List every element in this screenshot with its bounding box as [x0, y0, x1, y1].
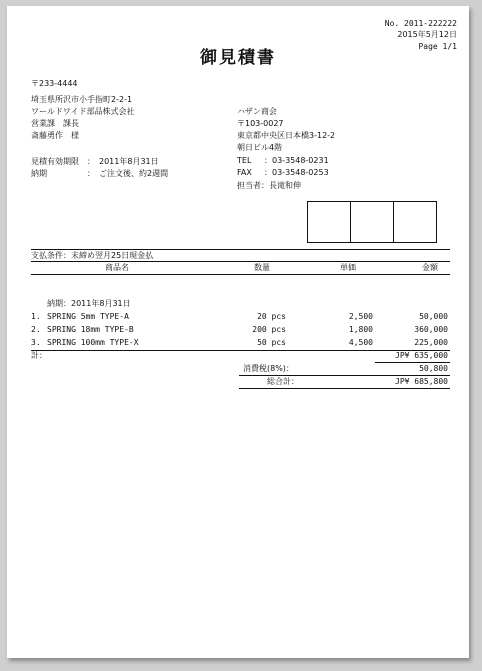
sender-tel-label: TEL: [237, 156, 252, 165]
stamp-box-2: [350, 201, 394, 243]
recipient-company: ワールドワイド部品株式会社: [31, 107, 135, 116]
sender-contact: 担当者：長滝和伸: [237, 181, 301, 190]
delivery-value: ： ご注文後、約2週間: [87, 169, 169, 178]
sender-postal: 〒103-0027: [237, 119, 284, 128]
divider: [375, 362, 450, 363]
table-row: [7, 312, 469, 324]
page-number: Page 1/1: [418, 42, 457, 51]
divider: [31, 350, 450, 351]
row-number: 1.: [31, 312, 41, 321]
divider: [239, 388, 450, 389]
grand-total-value: JP¥ 685,800: [395, 377, 448, 386]
subtotal-label: 計：: [31, 351, 47, 360]
subtotal-value: JP¥ 635,000: [395, 351, 448, 360]
item-name: SPRING 18mm TYPE-B: [47, 325, 134, 334]
divider: [239, 375, 450, 376]
column-header-amount: 金額: [422, 263, 438, 272]
item-qty: 200 pcs: [252, 325, 286, 334]
row-number: 3.: [31, 338, 41, 347]
item-amount: 225,000: [414, 338, 448, 347]
recipient-person: 斎藤勇作 様: [31, 131, 79, 140]
column-header-qty: 数量: [254, 263, 270, 272]
sender-address2: 朝日ビル4階: [237, 143, 283, 152]
stamp-box-3: [393, 201, 437, 243]
delivery-label: 納期: [31, 169, 47, 178]
divider: [31, 249, 450, 250]
recipient-dept: 営業課 課長: [31, 119, 79, 128]
sender-address1: 東京都中央区日本橋3-12-2: [237, 131, 336, 140]
validity-value: ： 2011年8月31日: [87, 157, 159, 166]
table-row: [7, 338, 469, 350]
item-name: SPRING 5mm TYPE-A: [47, 312, 129, 321]
document-page: [7, 6, 469, 658]
sender-fax-label: FAX: [237, 168, 252, 177]
stamp-box-1: [307, 201, 351, 243]
document-number: No. 2011-222222: [384, 19, 457, 28]
column-header-name: 商品名: [105, 263, 129, 272]
recipient-address: 埼玉県所沢市小手指町2-2-1: [31, 95, 133, 104]
item-name: SPRING 100mm TYPE-X: [47, 338, 139, 347]
divider: [31, 261, 450, 262]
recipient-postal: 〒233-4444: [31, 79, 78, 88]
sender-fax-value: ：03-3548-0253: [264, 168, 329, 177]
item-amount: 360,000: [414, 325, 448, 334]
sender-tel-value: ：03-3548-0231: [264, 156, 329, 165]
item-price: 4,500: [348, 338, 373, 347]
tax-value: 50,800: [419, 364, 448, 373]
validity-label: 見積有効期限: [31, 157, 79, 166]
item-qty: 20 pcs: [257, 312, 286, 321]
table-row: [7, 325, 469, 337]
delivery-note: 納期：2011年8月31日: [47, 299, 131, 308]
payment-terms: 支払条件：末締め翌月25日現金払: [31, 251, 154, 260]
item-price: 1,800: [348, 325, 373, 334]
grand-total-label: 総合計：: [267, 377, 299, 386]
document-title: 御見積書: [200, 48, 276, 68]
divider: [31, 274, 450, 275]
item-price: 2,500: [348, 312, 373, 321]
item-qty: 50 pcs: [257, 338, 286, 347]
item-amount: 50,000: [419, 312, 448, 321]
tax-label: 消費税(8%)：: [243, 364, 294, 373]
column-header-price: 単価: [340, 263, 356, 272]
issue-date: 2015年5月12日: [397, 30, 457, 39]
sender-company: ハザン商会: [237, 107, 277, 116]
row-number: 2.: [31, 325, 41, 334]
